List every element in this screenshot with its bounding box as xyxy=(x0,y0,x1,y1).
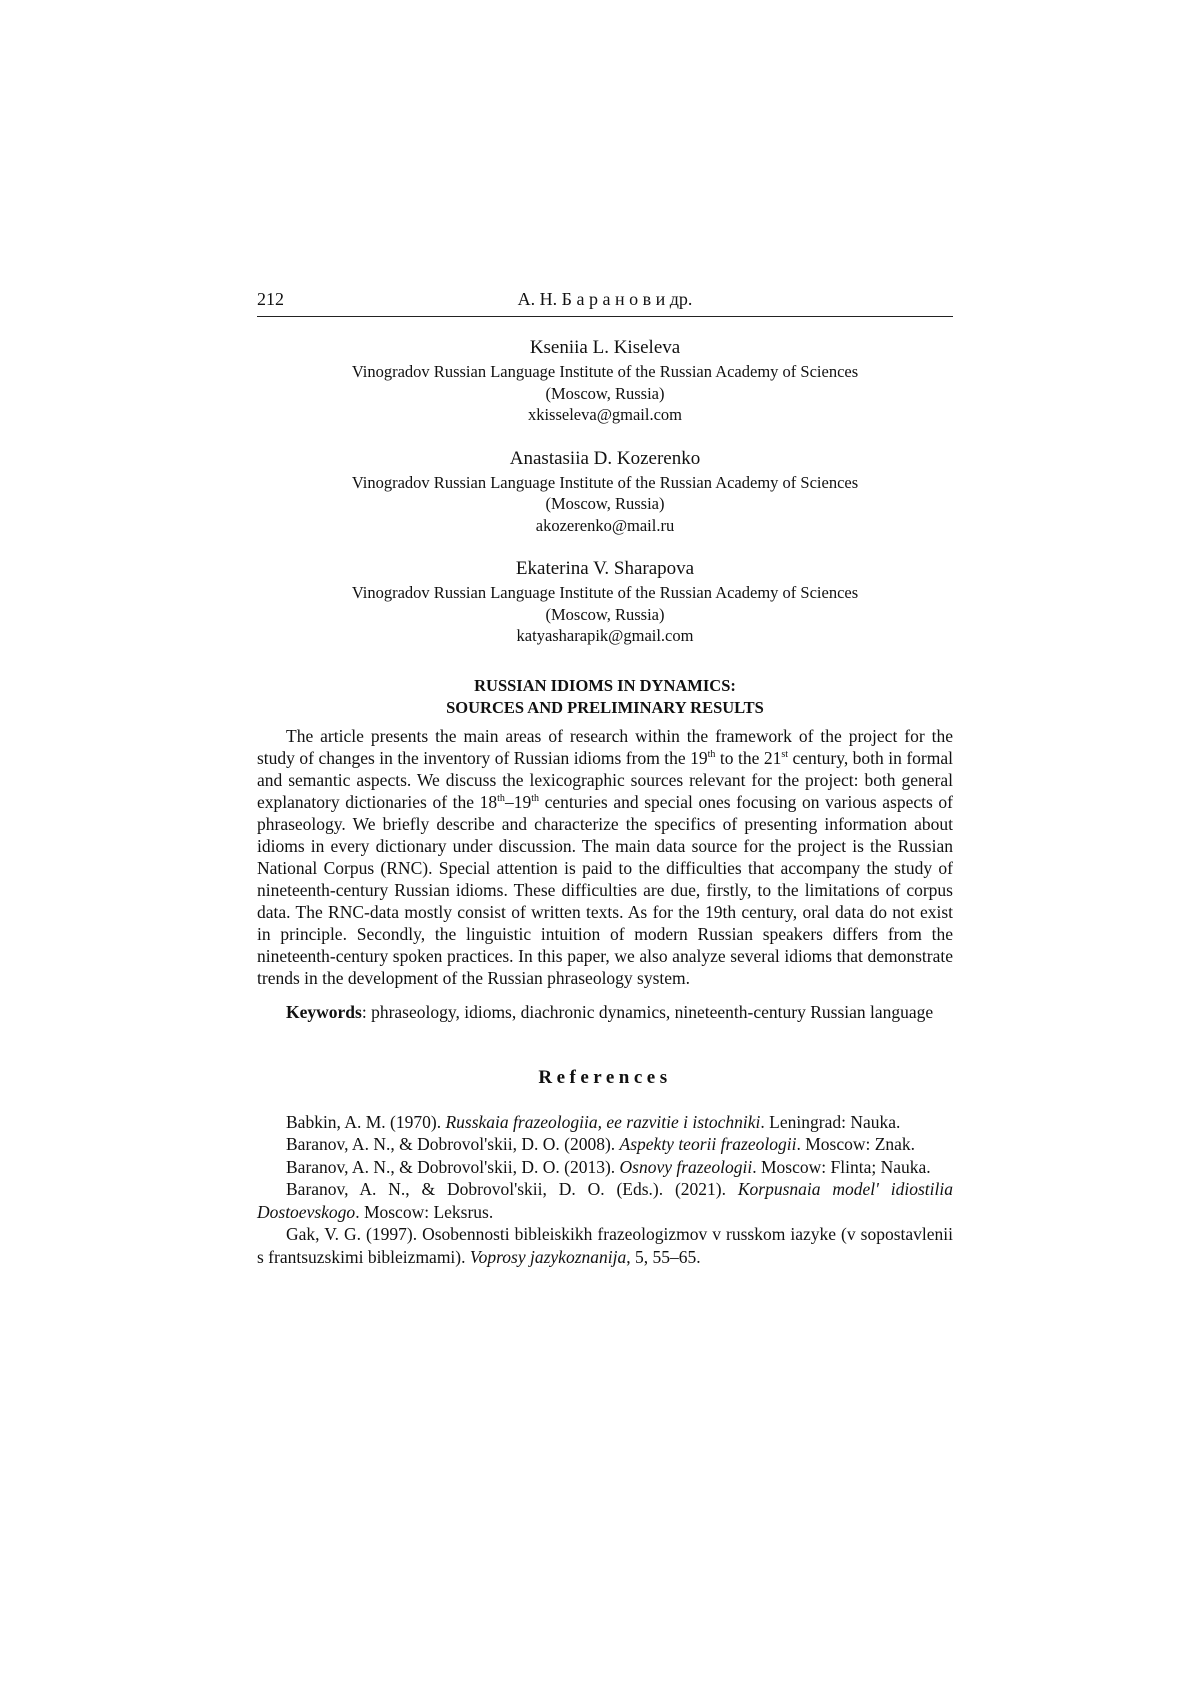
superscript: th xyxy=(707,748,716,760)
abstract-text: centuries and special ones focusing on various aspects of phraseology. We briefly describe and characterize the specifics of presenting information about idioms in every dictionary under discussion. The main data source for the project is the Russian National Corpus (RNC). Special attention is paid to the difficulties that accompany the study of nineteenth-century Russian idioms. These difficulties are due, firstly, to the limitations of corpus data. The RNC-data mostly consist of written texts. As for the 19th century, oral data do not exist in principle. Secondly, the linguistic intuition of modern Russian speakers differs from the nineteenth-century spoken practices. In this paper, we also analyze several idioms that demonstrate trends in the development of the Russian phraseology system. xyxy=(257,791,953,988)
article-title xyxy=(257,675,953,719)
superscript: th xyxy=(531,792,539,804)
author-block xyxy=(257,335,953,426)
reference-text: . Moscow: Leksrus. xyxy=(355,1201,494,1222)
reference-title: Voprosy jazykoznanija xyxy=(469,1246,627,1267)
author-affiliation: Vinogradov Russian Language Institute of the Russian Academy of Sciences xyxy=(351,362,859,381)
page-content xyxy=(257,280,953,1268)
reference-title: Korpusnaia model' idiostilia Dostoevskogo xyxy=(257,1179,953,1222)
keywords-label: Keywords xyxy=(286,1001,362,1022)
keywords xyxy=(257,1001,953,1023)
author-block xyxy=(257,556,953,647)
reference-text: Baranov, A. N., & Dobrovol'skii, D. O. (Eds.). (2021). xyxy=(286,1179,738,1199)
reference-title: Russkaia frazeologiia, ee razvitie i istochniki xyxy=(445,1111,761,1132)
running-header xyxy=(257,280,953,317)
reference-text: , 5, 55–65. xyxy=(626,1246,701,1267)
author-name: Kseniia L. Kiseleva xyxy=(529,337,681,358)
author-name: Ekaterina V. Sharapova xyxy=(515,558,695,579)
reference-item xyxy=(257,1133,953,1156)
reference-title: Aspekty teorii frazeologii xyxy=(619,1134,797,1154)
reference-item xyxy=(257,1178,953,1223)
article-title-line: SOURCES AND PRELIMINARY RESULTS xyxy=(446,697,764,717)
reference-text: Baranov, A. N., & Dobrovol'skii, D. O. (2008). xyxy=(286,1134,620,1154)
author-affiliation: Vinogradov Russian Language Institute of the Russian Academy of Sciences xyxy=(351,583,859,602)
references-heading: References xyxy=(538,1066,672,1088)
author-name: Anastasiia D. Kozerenko xyxy=(509,447,701,469)
references-list xyxy=(257,1111,953,1269)
abstract-text: to the 21 xyxy=(715,747,782,768)
author-location: (Moscow, Russia) xyxy=(545,383,665,403)
article-title-line: RUSSIAN IDIOMS IN DYNAMICS: xyxy=(474,675,736,695)
abstract-text: century, both in formal and semantic aspects. We discuss the lexicographic sources relevant for the project: both general explanatory dictionaries of the 18 xyxy=(257,747,953,812)
author-email: xkisseleva@gmail.com xyxy=(527,405,683,424)
abstract xyxy=(257,725,953,989)
reference-text: Babkin, A. M. (1970). xyxy=(286,1111,446,1132)
reference-item xyxy=(257,1223,953,1268)
author-location: (Moscow, Russia) xyxy=(545,494,665,513)
superscript: st xyxy=(781,748,789,760)
reference-text: Gak, V. G. (1997). Osobennosti bibleiskikh frazeologizmov v russkom iazyke (v sopostavlenii s frantsuzskimi bibleizmami). xyxy=(257,1224,953,1267)
author-location: (Moscow, Russia) xyxy=(545,604,665,624)
abstract-text: –19 xyxy=(504,791,532,812)
running-head-title: А. Н. Б а р а н о в и др. xyxy=(517,289,693,309)
page-number: 212 xyxy=(257,289,284,309)
superscript: th xyxy=(497,792,505,804)
keywords-text: : phraseology, idioms, diachronic dynamics, nineteenth-century Russian language xyxy=(361,1001,934,1022)
reference-title: Osnovy frazeologii xyxy=(619,1156,753,1177)
abstract-text: The article presents the main areas of research within the framework of the project for the study of changes in the inventory of Russian idioms from the 19 xyxy=(257,725,953,768)
author-block xyxy=(257,446,953,537)
reference-item xyxy=(257,1156,953,1179)
author-email: akozerenko@mail.ru xyxy=(535,515,675,535)
author-email: katyasharapik@gmail.com xyxy=(516,626,694,645)
reference-text: . Leningrad: Nauka. xyxy=(760,1111,901,1132)
reference-text: . Moscow: Znak. xyxy=(796,1134,916,1154)
reference-item xyxy=(257,1111,953,1134)
reference-text: Baranov, A. N., & Dobrovol'skii, D. O. (2013). xyxy=(286,1156,620,1177)
author-affiliation: Vinogradov Russian Language Institute of the Russian Academy of Sciences xyxy=(351,472,859,492)
reference-text: . Moscow: Flinta; Nauka. xyxy=(752,1156,931,1177)
